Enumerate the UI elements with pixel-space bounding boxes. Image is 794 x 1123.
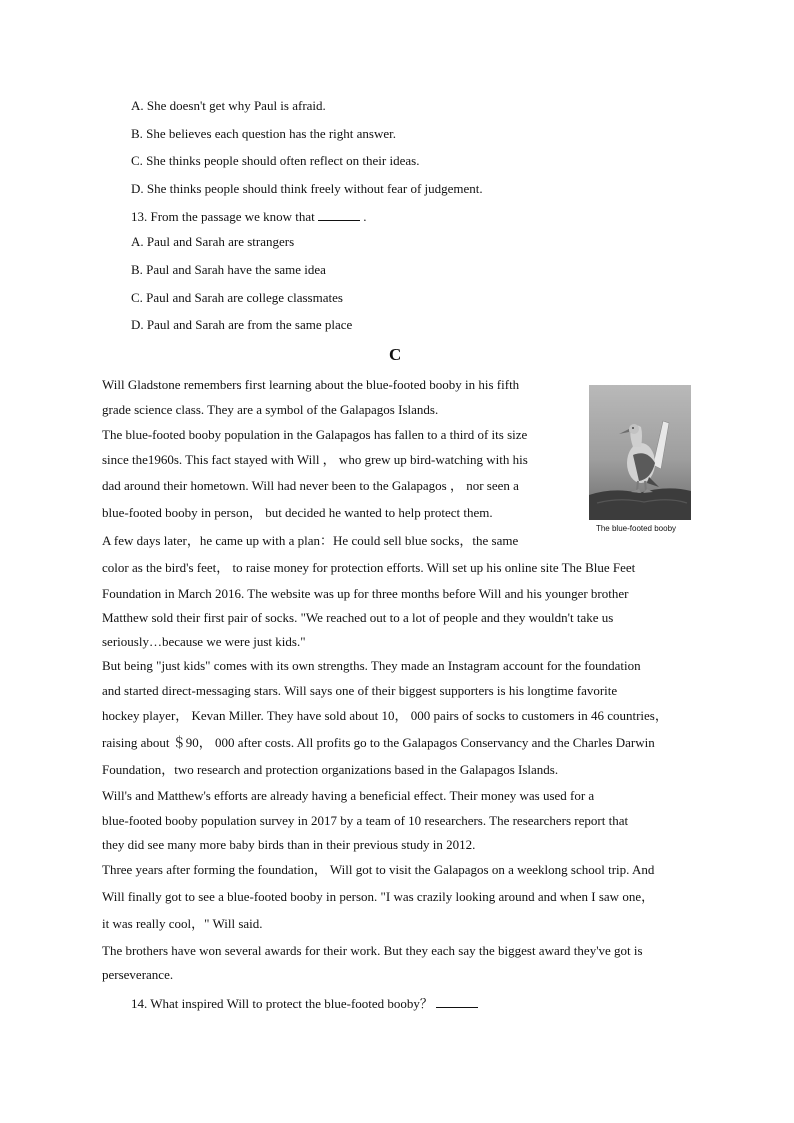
option-letter: C. — [131, 290, 143, 305]
passage-line: Three years after forming the foundation， Will got to visit the Galapagos on a weeklong school trip. And — [102, 862, 655, 877]
answer-blank[interactable] — [318, 208, 360, 221]
option-text: She doesn't get why Paul is afraid. — [146, 98, 326, 113]
option-letter: D. — [131, 317, 144, 332]
passage-line: grade science class. They are a symbol of the Galapagos Islands. — [102, 402, 439, 417]
q13-option-a — [131, 234, 294, 250]
option-letter: B. — [131, 262, 143, 277]
q12-option-c — [131, 153, 419, 169]
q13-option-d — [131, 317, 352, 333]
option-letter: A. — [131, 98, 144, 113]
question-text: 14. What inspired Will to protect the blue-footed booby？ — [131, 996, 433, 1011]
passage-line: dad around their hometown. Will had never been to the Galapagos ， nor seen a — [102, 478, 519, 493]
q13-option-b — [131, 262, 326, 278]
passage-line: The brothers have won several awards for their work. But they each say the biggest award they've got is — [102, 943, 643, 958]
question-text: 13. From the passage we know that — [131, 209, 315, 224]
passage-line: raising about ＄90， 000 after costs. All profits go to the Galapagos Conservancy and the Charles Darwin — [102, 735, 655, 750]
passage-line: A few days later，he came up with a plan：He could sell blue socks，the same — [102, 533, 519, 548]
option-text: She believes each question has the right answer. — [146, 126, 396, 141]
option-text: She thinks people should think freely without fear of judgement. — [146, 181, 483, 196]
q13-stem — [131, 208, 367, 225]
q14-stem — [131, 995, 478, 1012]
option-text: Paul and Sarah are from the same place — [146, 317, 353, 332]
section-heading: C — [389, 345, 402, 364]
q13-option-c — [131, 290, 343, 306]
option-letter: B. — [131, 126, 143, 141]
passage-line: they did see many more baby birds than in their previous study in 2012. — [102, 837, 476, 852]
option-text: Paul and Sarah have the same idea — [146, 262, 326, 277]
passage-line: perseverance. — [102, 967, 174, 982]
option-letter: C. — [131, 153, 143, 168]
passage-line: Will Gladstone remembers first learning about the blue-footed booby in his fifth — [102, 377, 520, 392]
q12-option-a — [131, 98, 326, 114]
option-letter: A. — [131, 234, 144, 249]
passage-line: seriously…because we were just kids." — [102, 634, 306, 649]
passage-line: Will finally got to see a blue-footed booby in person. "I was crazily looking around and when I saw one， — [102, 889, 655, 904]
q12-option-b — [131, 126, 396, 142]
option-text: Paul and Sarah are strangers — [146, 234, 295, 249]
passage-line: Foundation，two research and protection organizations based in the Galapagos Islands. — [102, 762, 559, 777]
passage-line: blue-footed booby population survey in 2017 by a team of 10 researchers. The researchers report that — [102, 813, 629, 828]
option-text: She thinks people should often reflect on their ideas. — [146, 153, 420, 168]
passage-line: The blue-footed booby population in the Galapagos has fallen to a third of its size — [102, 427, 528, 442]
booby-photo — [589, 385, 691, 520]
passage-line: since the1960s. This fact stayed with Will ， who grew up bird-watching with his — [102, 452, 528, 467]
passage-line: color as the bird's feet， to raise money for protection efforts. Will set up his online site The Blue Feet — [102, 560, 636, 575]
passage-line: Foundation in March 2016. The website was up for three months before Will and his younger brother — [102, 586, 629, 601]
passage-line: blue-footed booby in person， but decided he wanted to help protect them. — [102, 505, 493, 520]
answer-blank[interactable] — [436, 995, 478, 1008]
q12-option-d — [131, 181, 483, 197]
option-text: Paul and Sarah are college classmates — [146, 290, 343, 305]
question-end: . — [363, 209, 367, 224]
passage-line: hockey player， Kevan Miller. They have sold about 10， 000 pairs of socks to customers in 46 countries， — [102, 708, 668, 723]
figure-caption: The blue-footed booby — [595, 524, 677, 533]
passage-line: it was really cool，" Will said. — [102, 916, 263, 931]
passage-line: Matthew sold their first pair of socks. "We reached out to a lot of people and they wouldn't take us — [102, 610, 614, 625]
passage-line: and started direct-messaging stars. Will says one of their biggest supporters is his longtime favorite — [102, 683, 618, 698]
passage-line: Will's and Matthew's efforts are already having a beneficial effect. Their money was used for a — [102, 788, 595, 803]
option-letter: D. — [131, 181, 144, 196]
passage-line: But being "just kids" comes with its own strengths. They made an Instagram account for the foundation — [102, 658, 641, 673]
